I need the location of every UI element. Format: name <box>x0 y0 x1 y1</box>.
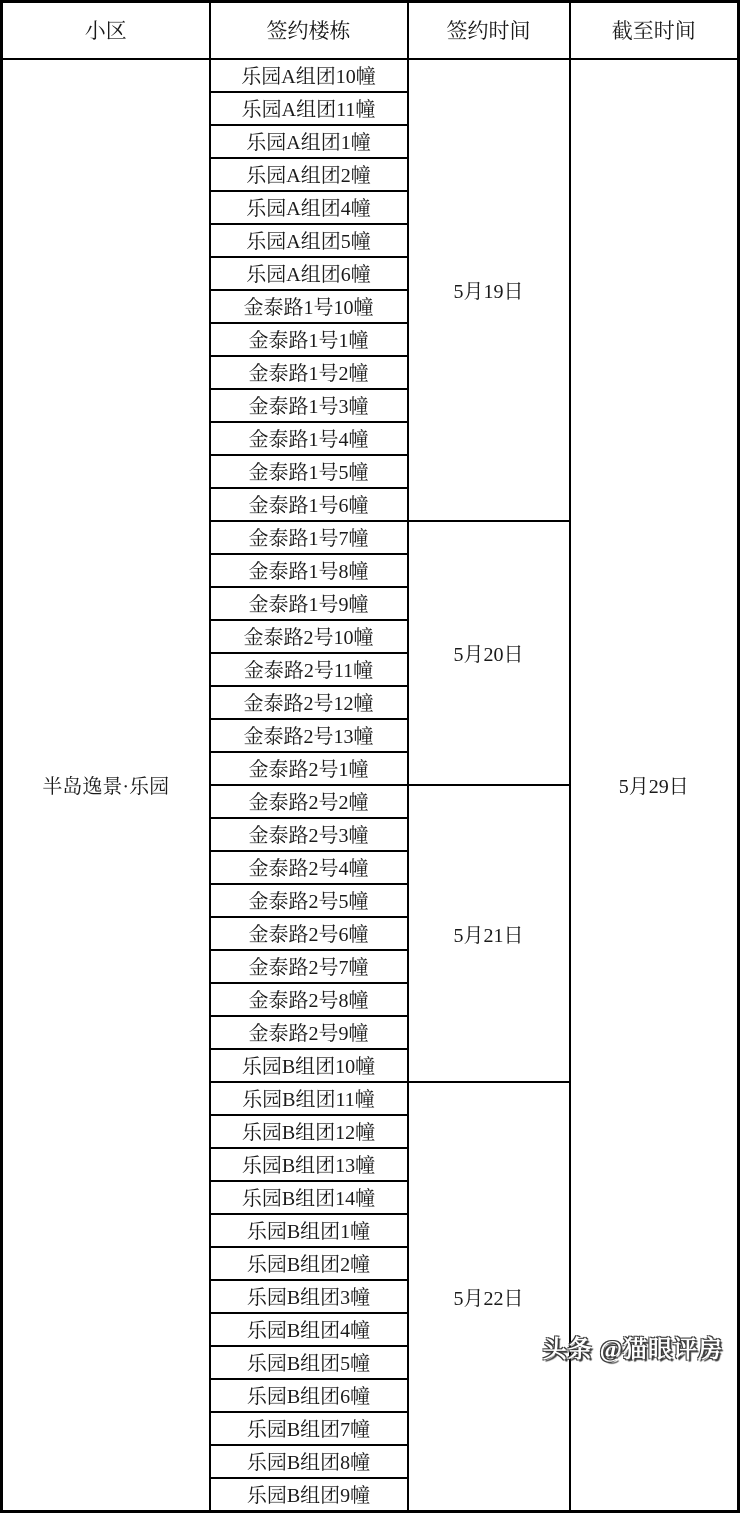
building-cell: 金泰路1号4幢 <box>210 422 408 455</box>
building-cell: 乐园B组团12幢 <box>210 1115 408 1148</box>
building-cell: 金泰路2号6幢 <box>210 917 408 950</box>
building-cell: 乐园A组团10幢 <box>210 59 408 92</box>
building-cell: 乐园B组团1幢 <box>210 1214 408 1247</box>
building-cell: 乐园B组团3幢 <box>210 1280 408 1313</box>
sign-date-cell: 5月20日 <box>408 521 570 785</box>
header-building: 签约楼栋 <box>210 2 408 59</box>
building-cell: 乐园B组团5幢 <box>210 1346 408 1379</box>
building-cell: 乐园B组团9幢 <box>210 1478 408 1512</box>
building-cell: 金泰路1号1幢 <box>210 323 408 356</box>
header-community: 小区 <box>2 2 210 59</box>
building-cell: 金泰路2号12幢 <box>210 686 408 719</box>
building-cell: 金泰路2号8幢 <box>210 983 408 1016</box>
watermark: 头条 @猫眼评房 <box>542 1337 723 1363</box>
building-cell: 乐园A组团4幢 <box>210 191 408 224</box>
building-cell: 金泰路2号7幢 <box>210 950 408 983</box>
sign-date-cell: 5月22日 <box>408 1082 570 1512</box>
building-cell: 乐园B组团10幢 <box>210 1049 408 1082</box>
sign-date-cell: 5月19日 <box>408 59 570 521</box>
deadline-cell: 5月29日 <box>570 59 739 1512</box>
building-cell: 金泰路1号9幢 <box>210 587 408 620</box>
building-cell: 金泰路2号3幢 <box>210 818 408 851</box>
building-cell: 金泰路1号2幢 <box>210 356 408 389</box>
building-cell: 金泰路2号5幢 <box>210 884 408 917</box>
building-cell: 金泰路1号8幢 <box>210 554 408 587</box>
building-cell: 乐园B组团7幢 <box>210 1412 408 1445</box>
community-cell: 半岛逸景·乐园 <box>2 59 210 1512</box>
building-cell: 金泰路2号9幢 <box>210 1016 408 1049</box>
building-cell: 金泰路1号7幢 <box>210 521 408 554</box>
table-body <box>2 59 739 1512</box>
building-cell: 乐园A组团5幢 <box>210 224 408 257</box>
building-cell: 乐园A组团2幢 <box>210 158 408 191</box>
building-cell: 乐园B组团11幢 <box>210 1082 408 1115</box>
header-deadline: 截至时间 <box>570 2 739 59</box>
building-cell: 乐园B组团2幢 <box>210 1247 408 1280</box>
building-cell: 金泰路1号6幢 <box>210 488 408 521</box>
building-cell: 金泰路1号10幢 <box>210 290 408 323</box>
header-row <box>2 2 739 59</box>
building-cell: 金泰路2号2幢 <box>210 785 408 818</box>
building-cell: 金泰路2号4幢 <box>210 851 408 884</box>
sign-date-cell: 5月21日 <box>408 785 570 1082</box>
building-cell: 金泰路1号5幢 <box>210 455 408 488</box>
building-cell: 乐园B组团14幢 <box>210 1181 408 1214</box>
header-sign-date: 签约时间 <box>408 2 570 59</box>
building-cell: 金泰路2号11幢 <box>210 653 408 686</box>
building-cell: 乐园A组团1幢 <box>210 125 408 158</box>
building-cell: 乐园A组团11幢 <box>210 92 408 125</box>
building-cell: 金泰路1号3幢 <box>210 389 408 422</box>
building-cell: 乐园B组团8幢 <box>210 1445 408 1478</box>
building-cell: 金泰路2号10幢 <box>210 620 408 653</box>
table-row <box>2 59 739 92</box>
building-cell: 乐园A组团6幢 <box>210 257 408 290</box>
building-cell: 乐园B组团4幢 <box>210 1313 408 1346</box>
building-cell: 乐园B组团6幢 <box>210 1379 408 1412</box>
building-cell: 金泰路2号13幢 <box>210 719 408 752</box>
building-cell: 金泰路2号1幢 <box>210 752 408 785</box>
building-cell: 乐园B组团13幢 <box>210 1148 408 1181</box>
